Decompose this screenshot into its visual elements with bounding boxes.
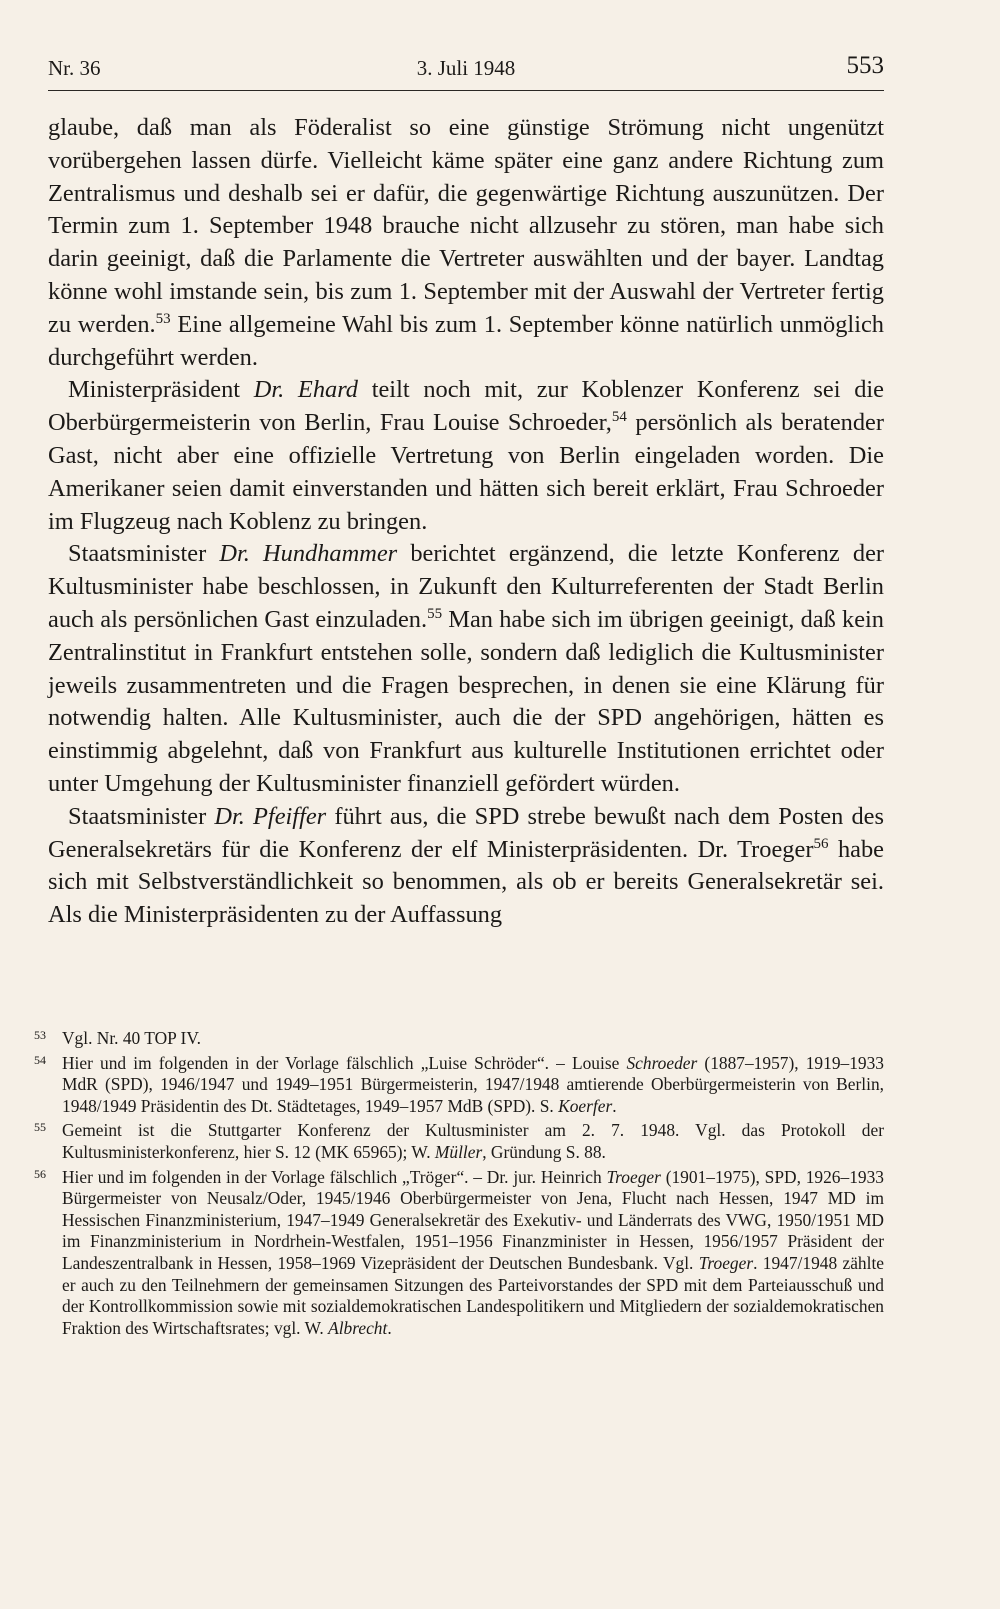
- footnote-citation: Müller: [434, 1141, 483, 1162]
- footnote-text: Vgl. Nr. 40 TOP IV.: [62, 1028, 201, 1048]
- footnote-ref-54: 54: [611, 409, 627, 426]
- footnote-54: [34, 1053, 884, 1118]
- footnote-text: (1901–1975), SPD, 1926–1933 Bürgermeister von Neusalz/Oder, 1945/1946 Oberbürgermeister von Jena, Flucht nach Hessen, 1947 MD im Hessischen Finanzministerium, 1947–1949 Generalsekretär des Exekutiv- und Länderrats des VWG, 1950/1951 MD im Finanzministerium in Nordrhein-Westfalen, 1951–1956 Finanzminister in Hessen, 1956/1957 Präsident der Landeszentralbank in Hessen, 1958–1969 Vizepräsident der Deutschen Bundesbank. Vgl.: [62, 1166, 884, 1273]
- speaker-name: Dr. Pfeiffer: [214, 802, 327, 830]
- footnote-56: [34, 1167, 884, 1340]
- speaker-name: Dr. Ehard: [253, 376, 359, 404]
- document-number: Nr. 36: [48, 56, 101, 80]
- footnote-number: 54: [34, 1052, 46, 1067]
- running-header: [48, 50, 884, 91]
- speaker-role: Staatsminister: [68, 802, 215, 830]
- paragraph-3: [48, 538, 884, 800]
- footnote-name: Troeger: [606, 1166, 661, 1187]
- paragraph-1: [48, 112, 884, 374]
- page-number: 553: [846, 52, 884, 79]
- footnote-number: 53: [34, 1028, 46, 1042]
- footnote-citation: Albrecht: [328, 1317, 388, 1338]
- footnote-citation: Troeger: [698, 1252, 754, 1273]
- paragraph-3-tail: Man habe sich im übrigen geeinigt, daß kein Zentralinstitut in Frankfurt entstehen solle, sondern daß lediglich die Kultusminister jeweils zusammentreten und die Fragen besprechen, in denen sie eine Klärung für notwendig halten. Alle Kultusminister, auch die der SPD angehörigen, hätten es einstimmig abgelehnt, daß von Frankfurt aus kulturelle Institutionen errichtet oder unter Umgehung der Kultusminister finanziell gefördert würden.: [48, 605, 884, 797]
- footnote-text: . 1947/1948 zählte er auch zu den Teilnehmern der gemeinsamen Sitzungen des Parteivorstandes der SPD mit dem Parteiausschuß und der Kontrollkommission sowie mit sozialdemokratischen Landespolitikern und Mitgliedern der sozialdemokratischen Fraktion des Wirtschaftsrates; vgl. W.: [62, 1252, 884, 1338]
- speaker-role: Staatsminister: [68, 540, 220, 568]
- paragraph-3-text: berichtet ergänzend, die letzte Konferenz der Kultusminister habe beschlossen, in Zukunft den Kulturreferenten der Stadt Berlin auch als persönlichen Gast einzuladen.: [48, 540, 885, 633]
- footnote-ref-56: 56: [813, 835, 829, 852]
- footnote-53: [34, 1028, 884, 1050]
- footnote-name: Schroeder: [626, 1052, 698, 1073]
- footnote-text: (1887–1957), 1919–1933 MdR (SPD), 1946/1947 und 1949–1951 Bürgermeisterin, 1947/1948 amtierende Oberbürgermeisterin von Berlin, 1948/1949 Präsidentin des Dt. Städtetages, 1949–1957 MdB (SPD). S.: [62, 1052, 884, 1116]
- speaker-name: Dr. Hundhammer: [219, 540, 398, 568]
- paragraph-4: [48, 801, 884, 932]
- footnotes: [34, 1028, 884, 1342]
- footnote-ref-55: 55: [427, 605, 443, 622]
- paragraph-2: [48, 374, 884, 538]
- footnote-number: 56: [34, 1166, 46, 1181]
- paragraph-2-tail: persönlich als beratender Gast, nicht aber eine offizielle Vertretung von Berlin eingeladen worden. Die Amerikaner seien damit einverstanden und hätten sich bereit erklärt, Frau Schroeder im Flugzeug nach Koblenz zu bringen.: [48, 409, 884, 535]
- paragraph-2-text: teilt noch mit, zur Koblenzer Konferenz sei die Oberbürgermeisterin von Berlin, Frau Louise Schroeder,: [48, 376, 885, 437]
- footnote-text: .: [387, 1317, 392, 1338]
- footnote-number: 55: [34, 1120, 46, 1135]
- footnote-55: [34, 1120, 884, 1163]
- main-text: [48, 112, 884, 932]
- speaker-role: Ministerpräsident: [68, 376, 254, 404]
- footnote-citation: Koerfer: [558, 1095, 613, 1116]
- header-date: 3. Juli 1948: [416, 56, 516, 80]
- footnote-ref-53: 53: [155, 310, 171, 327]
- footnote-text: Hier und im folgenden in der Vorlage fälschlich „Tröger“. – Dr. jur. Heinrich: [62, 1166, 607, 1187]
- footnote-text: Gemeint ist die Stuttgarter Konferenz der Kultusminister am 2. 7. 1948. Vgl. das Protokoll der Kultusministerkonferenz, hier S. 12 (MK 65965); W.: [62, 1120, 884, 1162]
- paragraph-1-text: glaube, daß man als Föderalist so eine günstige Strömung nicht ungenützt vorübergehen lassen dürfe. Vielleicht käme später eine ganz andere Richtung zum Zentralismus und deshalb sei er dafür, die gegenwärtige Richtung auszunützen. Der Termin zum 1. September 1948 brauche nicht allzusehr zu stören, man habe sich darin geeinigt, daß die Parlamente die Vertreter auswählten und der bayer. Landtag könne wohl imstande sein, bis zum 1. September mit der Auswahl der Vertreter fertig zu werden.: [48, 114, 884, 338]
- paragraph-4-tail: habe sich mit Selbstverständlichkeit so benommen, als ob er bereits Generalsekretär sei. Als die Ministerpräsidenten zu der Auffassung: [48, 835, 884, 929]
- footnote-text: , Gründung S. 88.: [482, 1141, 606, 1162]
- paragraph-1-tail: Eine allgemeine Wahl bis zum 1. September könne natürlich unmöglich durchgeführt werden.: [48, 310, 884, 371]
- footnote-text: .: [612, 1095, 617, 1116]
- paragraph-4-text: führt aus, die SPD strebe bewußt nach dem Posten des Generalsekretärs für die Konferenz der elf Ministerpräsidenten. Dr. Troeger: [48, 802, 884, 863]
- footnote-text: Hier und im folgenden in der Vorlage fälschlich „Luise Schröder“. – Louise: [62, 1052, 627, 1073]
